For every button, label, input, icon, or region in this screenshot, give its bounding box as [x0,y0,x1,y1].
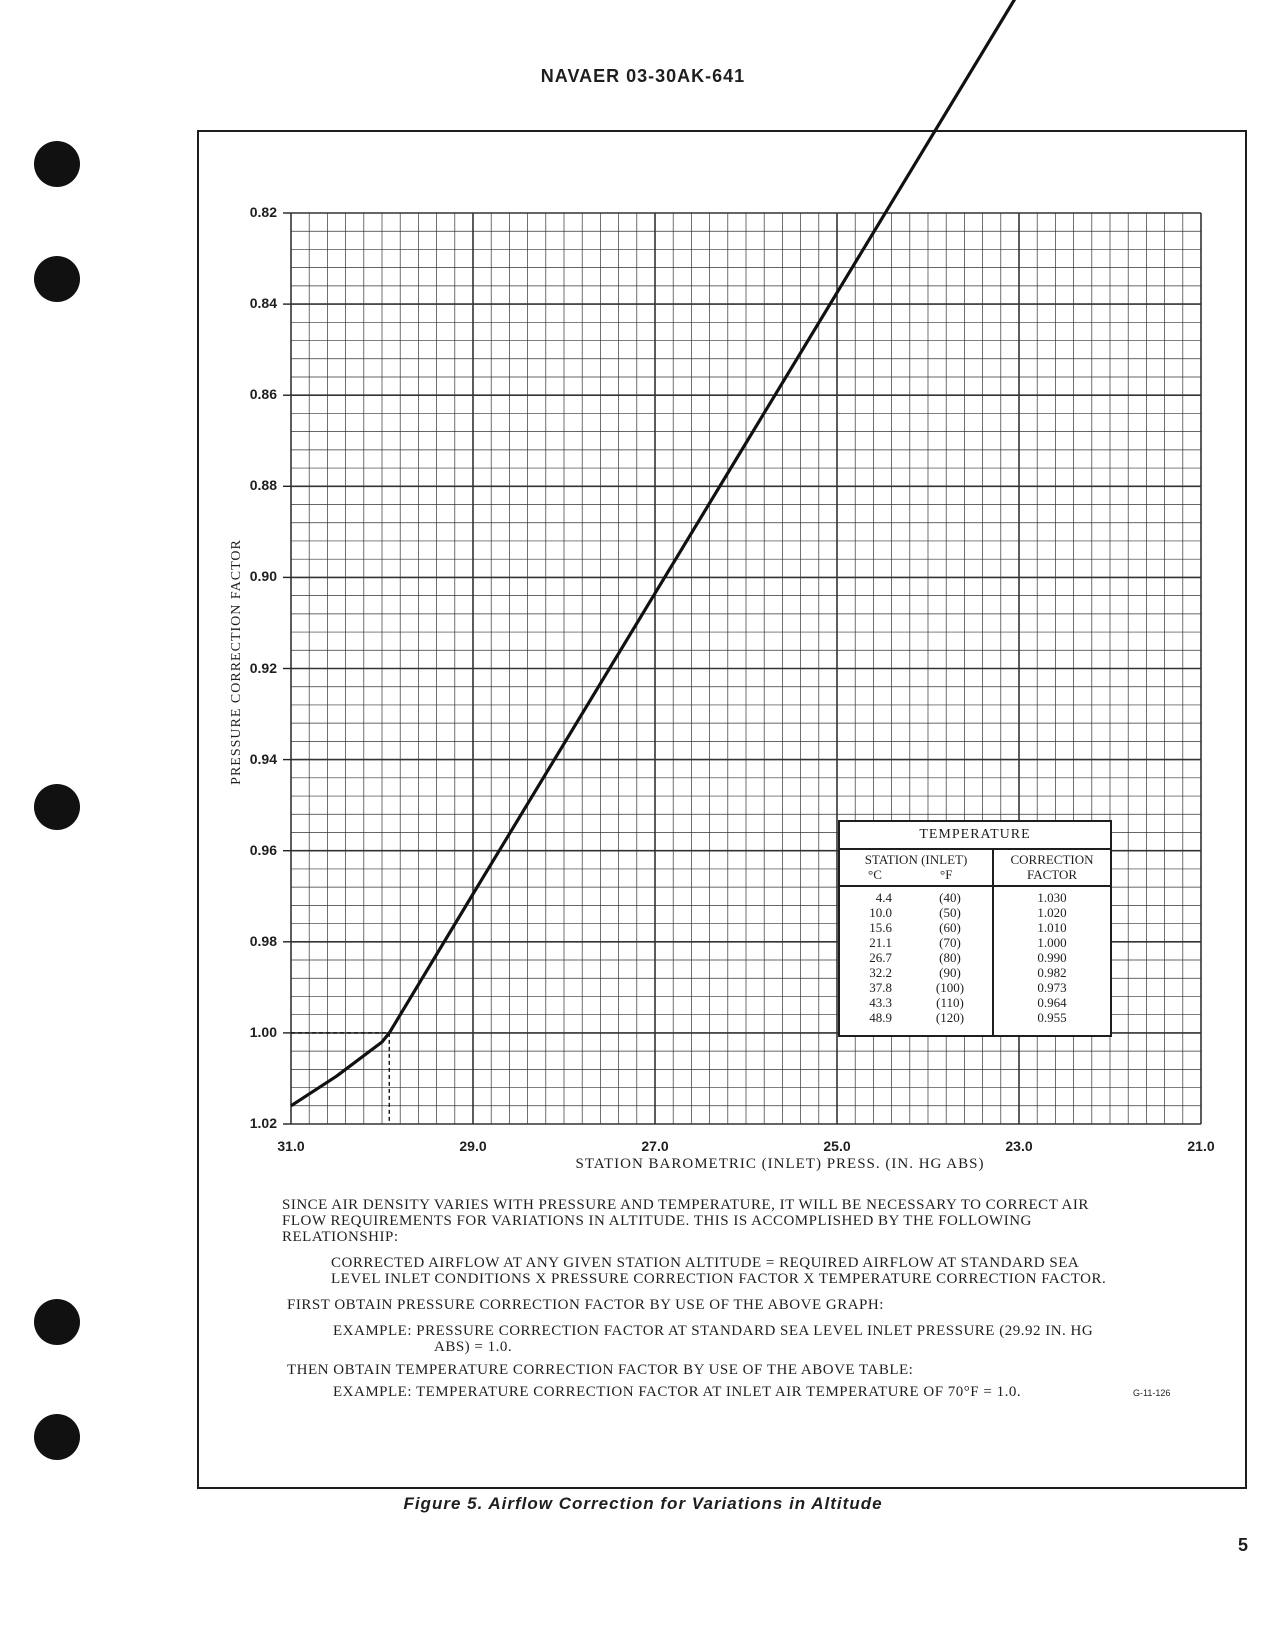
correction-header-line1: CORRECTION [1010,852,1094,867]
celsius-cell: 32.2 [869,965,892,980]
fahrenheit-cell: (40) [939,890,961,905]
factor-cell: 0.964 [1037,995,1067,1010]
x-tick-label: 25.0 [823,1138,851,1154]
table-row [840,890,1110,905]
factor-cell: 0.955 [1037,1010,1067,1025]
y-axis-title-text: PRESSURE CORRECTION FACTOR [229,539,244,785]
note-line: FIRST OBTAIN PRESSURE CORRECTION FACTOR BY USE OF THE ABOVE GRAPH: [287,1297,884,1313]
x-tick-label: 27.0 [641,1138,669,1154]
x-tick-label: 29.0 [459,1138,487,1154]
celsius-cell: 37.8 [869,980,892,995]
table-row [840,965,1110,980]
fahrenheit-cell: (110) [936,995,964,1010]
factor-cell: 0.990 [1037,950,1067,965]
note-line: THEN OBTAIN TEMPERATURE CORRECTION FACTOR BY USE OF THE ABOVE TABLE: [287,1362,914,1378]
note-line: LEVEL INLET CONDITIONS X PRESSURE CORRECTION FACTOR X TEMPERATURE CORRECTION FACTOR. [331,1271,1107,1287]
celsius-cell: 48.9 [869,1010,892,1025]
note-line: FLOW REQUIREMENTS FOR VARIATIONS IN ALTITUDE. THIS IS ACCOMPLISHED BY THE FOLLOWING [282,1213,1032,1229]
note-line: EXAMPLE: TEMPERATURE CORRECTION FACTOR AT INLET AIR TEMPERATURE OF 70°F = 1.0. [333,1384,1022,1400]
celsius-cell: 10.0 [869,905,892,920]
correction-header-line2: FACTOR [1026,867,1078,882]
x-axis-title: STATION BAROMETRIC (INLET) PRESS. (IN. HG ABS) [575,1156,985,1172]
factor-cell: 1.030 [1037,890,1067,905]
table-row [840,980,1110,995]
y-tick-label: 0.86 [249,386,277,403]
y-tick-label: 0.88 [249,477,277,494]
x-tick-label: 31.0 [277,1138,305,1154]
y-tick-label: 0.96 [249,841,277,858]
celsius-cell: 21.1 [869,935,892,950]
document-number: NAVAER 03-30AK-641 [540,66,746,86]
celsius-cell: 15.6 [869,920,892,935]
table-row [840,950,1110,965]
note-line: CORRECTED AIRFLOW AT ANY GIVEN STATION ALTITUDE = REQUIRED AIRFLOW AT STANDARD SEA [331,1255,1080,1271]
table-row [840,1010,1110,1025]
fahrenheit-header: °F [940,867,953,882]
figure-caption: Figure 5. Airflow Correction for Variations in Altitude [403,1494,883,1513]
note-line: RELATIONSHIP: [282,1229,399,1245]
page-number: 5 [1238,1535,1249,1555]
celsius-cell: 26.7 [869,950,892,965]
temperature-table-title: TEMPERATURE [840,822,1110,850]
celsius-cell: 43.3 [869,995,892,1010]
table-row [840,995,1110,1010]
note-line: EXAMPLE: PRESSURE CORRECTION FACTOR AT STANDARD SEA LEVEL INLET PRESSURE (29.92 IN. HG [333,1323,1094,1339]
fahrenheit-cell: (120) [935,1010,965,1025]
fahrenheit-cell: (80) [939,950,961,965]
fahrenheit-cell: (50) [939,905,961,920]
factor-cell: 1.000 [1037,935,1067,950]
fahrenheit-cell: (60) [939,920,961,935]
station-header-text: STATION (INLET) [864,852,968,867]
factor-cell: 0.973 [1037,980,1067,995]
fahrenheit-cell: (100) [935,980,965,995]
drawing-code: G-11-126 [1133,1388,1171,1398]
temperature-table [838,820,1112,1037]
celsius-header: °C [868,867,882,882]
y-tick-label: 0.94 [249,750,277,767]
y-tick-label: 0.84 [249,295,277,312]
x-tick-label: 21.0 [1187,1138,1215,1154]
y-tick-label: 0.92 [249,659,277,676]
table-row [840,905,1110,920]
factor-cell: 1.020 [1037,905,1067,920]
y-tick-label: 0.90 [249,568,277,585]
fahrenheit-cell: (70) [939,935,961,950]
note-line: ABS) = 1.0. [434,1339,513,1355]
y-tick-label: 1.00 [249,1023,277,1040]
correction-factor-header [994,852,1110,882]
celsius-cell: 4.4 [875,890,892,905]
fahrenheit-cell: (90) [939,965,961,980]
table-divider [840,885,1110,887]
station-header [840,852,992,882]
note-line: SINCE AIR DENSITY VARIES WITH PRESSURE AND TEMPERATURE, IT WILL BE NECESSARY TO CORRECT AIR [282,1197,1089,1213]
y-tick-label: 0.98 [249,932,277,949]
y-tick-label: 1.02 [249,1115,277,1131]
y-tick-label: 0.82 [249,204,277,220]
table-row [840,920,1110,935]
x-tick-label: 23.0 [1005,1138,1033,1154]
temperature-table-rows [840,890,1110,1025]
table-row [840,935,1110,950]
factor-cell: 0.982 [1037,965,1067,980]
factor-cell: 1.010 [1037,920,1067,935]
